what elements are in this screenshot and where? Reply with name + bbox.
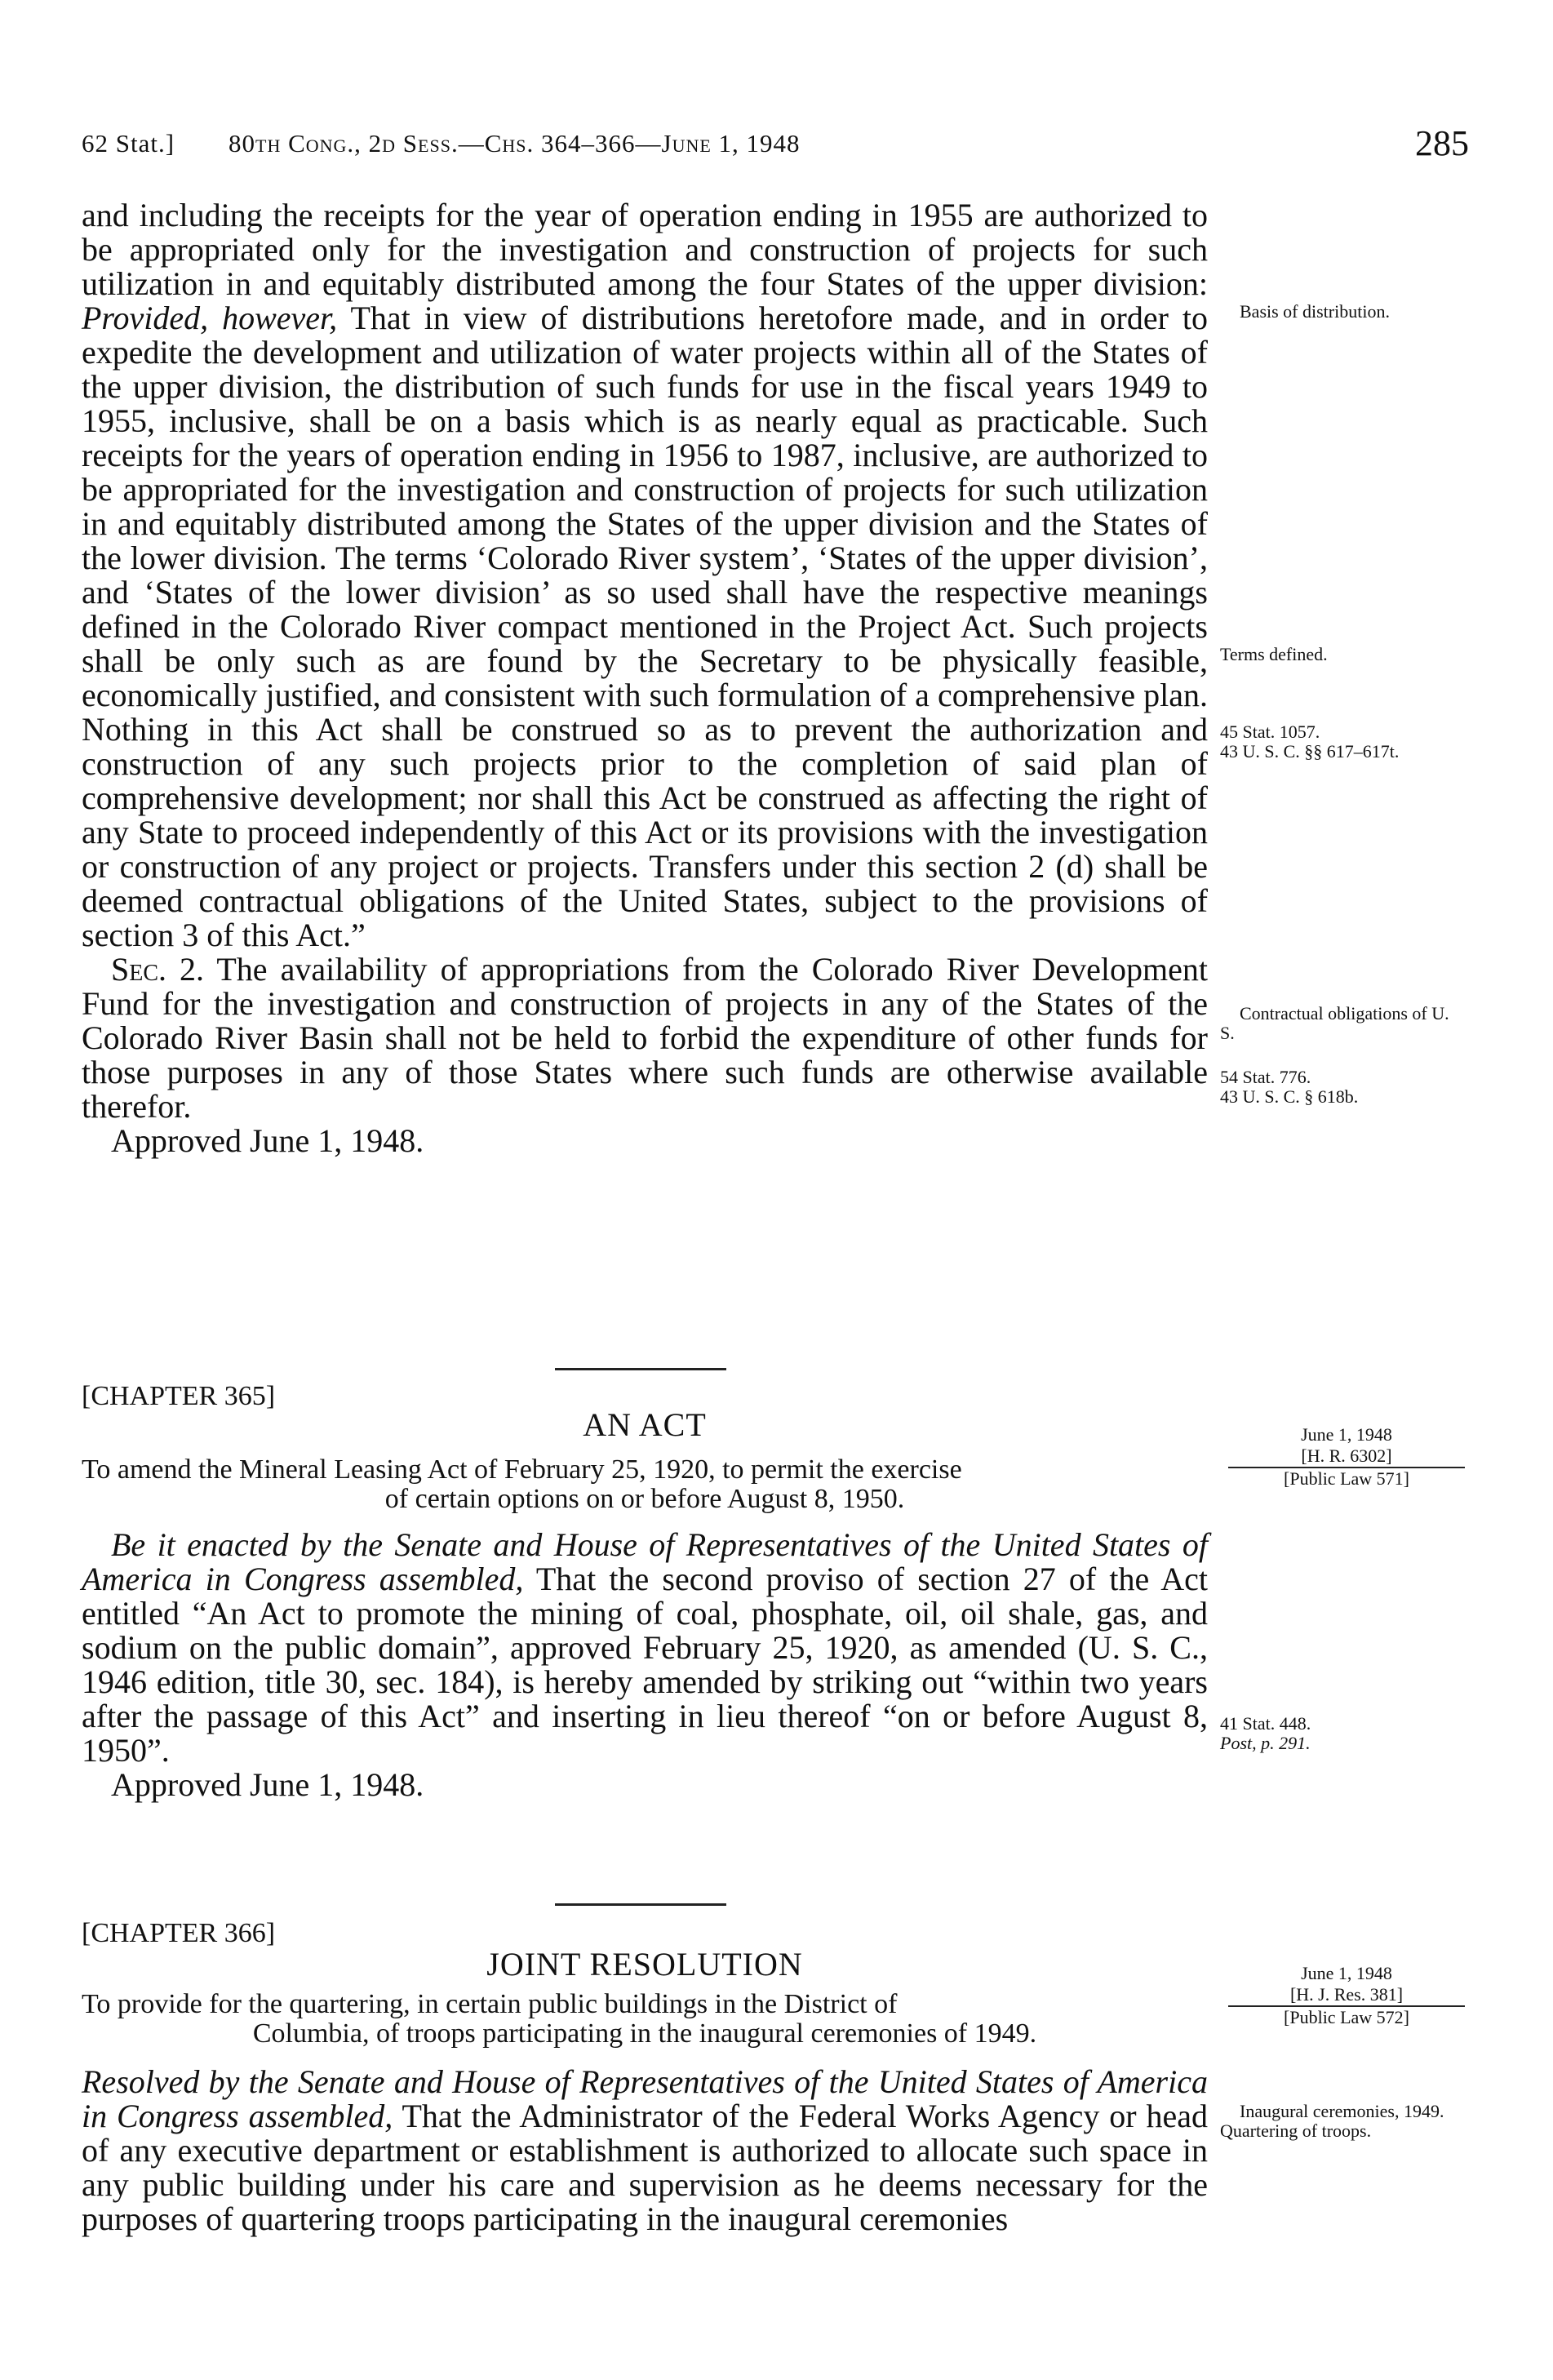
margin-note-citations xyxy=(1220,722,1465,762)
session-line: 80th Cong., 2d Sess.—Chs. 364–366—June 1, 1948 xyxy=(229,129,801,158)
margin-note-contractual: Contractual obligations of U. S. xyxy=(1220,1003,1449,1043)
chapter-366-title: JOINT RESOLUTION xyxy=(486,1946,803,1983)
resolving-paragraph: Resolved by the Senate and House of Representatives of the United States of America in Congress assembled, That the Administrator of the Federal Works Agency or head of any executive department or establishment is authorized to allocate such space in any public building under his care and supervision as he deems necessary for the purposes of quartering troops participating in the inaugural ceremonies xyxy=(82,2063,1208,2237)
section-2-paragraph: Sec. 2. The availability of appropriations from the Colorado River Development Fund for the investigation and construction of projects in any of the States of the Colorado River Basin shall not be held to forbid the expenditure of other funds for those purposes in any of those States where such funds are otherwise available therefor. xyxy=(82,951,1208,1125)
bill-number: [H. J. Res. 381] xyxy=(1228,1984,1465,2007)
chapter-366-summary: To provide for the quartering, in certain public buildings in the District of Columbia, of troops participating in the inaugural ceremonies of 1949. xyxy=(82,1989,1037,2049)
chapter-366-enactment-info xyxy=(1228,1963,1465,2028)
chapter-365-enactment-info xyxy=(1228,1424,1465,1490)
enactment-date: June 1, 1948 xyxy=(1301,1963,1392,1983)
approval-line: Approved June 1, 1948. xyxy=(111,1122,424,1159)
section-body xyxy=(82,198,1208,1158)
bill-number: [H. R. 6302] xyxy=(1228,1445,1465,1468)
public-law-number: [Public Law 572] xyxy=(1284,2007,1409,2027)
margin-note-terms: Terms defined. xyxy=(1220,644,1328,664)
chapter-365-title: AN ACT xyxy=(583,1406,707,1443)
enacting-paragraph: Be it enacted by the Senate and House of Representatives of the United States of America in Congress assembled, That the second proviso of section 27 of the Act entitled “An Act to promote the mining of coal, phosphate, oil, oil shale, gas, and sodium on the public domain”, approved February 25, 1920, as amended (U. S. C., 1946 edition, title 30, sec. 184), is hereby amended by striking out “within two years after the passage of this Act” and inserting in lieu thereof “on or before August 8, 1950”. xyxy=(82,1526,1208,1769)
citation-stat-1057: 45 Stat. 1057. xyxy=(1220,722,1320,742)
citation-stat-776: 54 Stat. 776. xyxy=(1220,1067,1311,1087)
chapter-365-body xyxy=(82,1528,1208,1802)
chapter-366-label: [CHAPTER 366] xyxy=(82,1918,276,1948)
margin-note-chapter-366: Inaugural ceremonies, 1949. Quartering of troops. xyxy=(1220,2101,1444,2141)
provided-clause: Provided, however, xyxy=(82,300,338,336)
chapter-366-body xyxy=(82,2065,1208,2236)
running-header xyxy=(82,122,1469,171)
margin-note-basis: Basis of distribution. xyxy=(1240,301,1390,322)
section-label: Sec. 2. xyxy=(111,951,205,988)
approval-line: Approved June 1, 1948. xyxy=(111,1766,424,1803)
citation-usc-617: 43 U. S. C. §§ 617–617t. xyxy=(1220,741,1400,762)
citation-usc-618b: 43 U. S. C. § 618b. xyxy=(1220,1086,1359,1107)
section-divider-2 xyxy=(555,1903,726,1906)
margin-note-citations-2 xyxy=(1220,1068,1465,1107)
resolving-clause: Resolved by the Senate and House of Representatives of the United States of America in Congress assembled, xyxy=(82,2063,1208,2134)
enacting-clause: Be it enacted by the Senate and House of Representatives of the United States of America in Congress assembled, xyxy=(82,1526,1208,1597)
section-divider xyxy=(555,1368,726,1370)
page-number: 285 xyxy=(1415,123,1469,163)
stat-volume-ref: 62 Stat.] xyxy=(82,129,175,158)
paragraph-continuation: and including the receipts for the year of operation ending in 1955 are authorized to be appropriated only for the investigation and construction of projects for such utilization in and equitably distributed among the four States of the upper division: Provided, however, That in view of distributions heretofore made, and in order to expedite the development and utilization of water projects within all of the States of the upper division, the distribution of such funds for use in the fiscal years 1949 to 1955, inclusive, shall be on a basis which is as nearly equal as practicable. Such receipts for the years of operation ending in 1956 to 1987, inclusive, are authorized to be appropriated for the investigation and construction of projects for such utilization in and equitably distributed among the States of the upper division and the States of the lower division. The terms ‘Colorado River system’, ‘States of the upper division’, and ‘States of the lower division’ as so used shall have the respective meanings defined in the Colorado River compact mentioned in the Project Act. Such projects shall be only such as are found by the Secretary to be physically feasible, economically justified, and consistent with such formulation of a comprehensive plan. Nothing in this Act shall be construed so as to prevent the authorization and construction of any such projects prior to the completion of said plan of comprehensive development; nor shall this Act be construed as affecting the right of any State to proceed independently of this Act or its provisions with the investigation or construction of any project or projects. Transfers under this section 2 (d) shall be deemed contractual obligations of the United States, subject to the provisions of section 3 of this Act.” xyxy=(82,197,1208,953)
chapter-365-label: [CHAPTER 365] xyxy=(82,1381,276,1411)
public-law-number: [Public Law 571] xyxy=(1284,1468,1409,1489)
enactment-date: June 1, 1948 xyxy=(1301,1424,1392,1445)
chapter-365-summary: To amend the Mineral Leasing Act of February 25, 1920, to permit the exercise of certain options on or before August 8, 1950. xyxy=(82,1454,962,1514)
margin-note-chapter-365: 41 Stat. 448. Post, p. 291. xyxy=(1220,1713,1311,1753)
